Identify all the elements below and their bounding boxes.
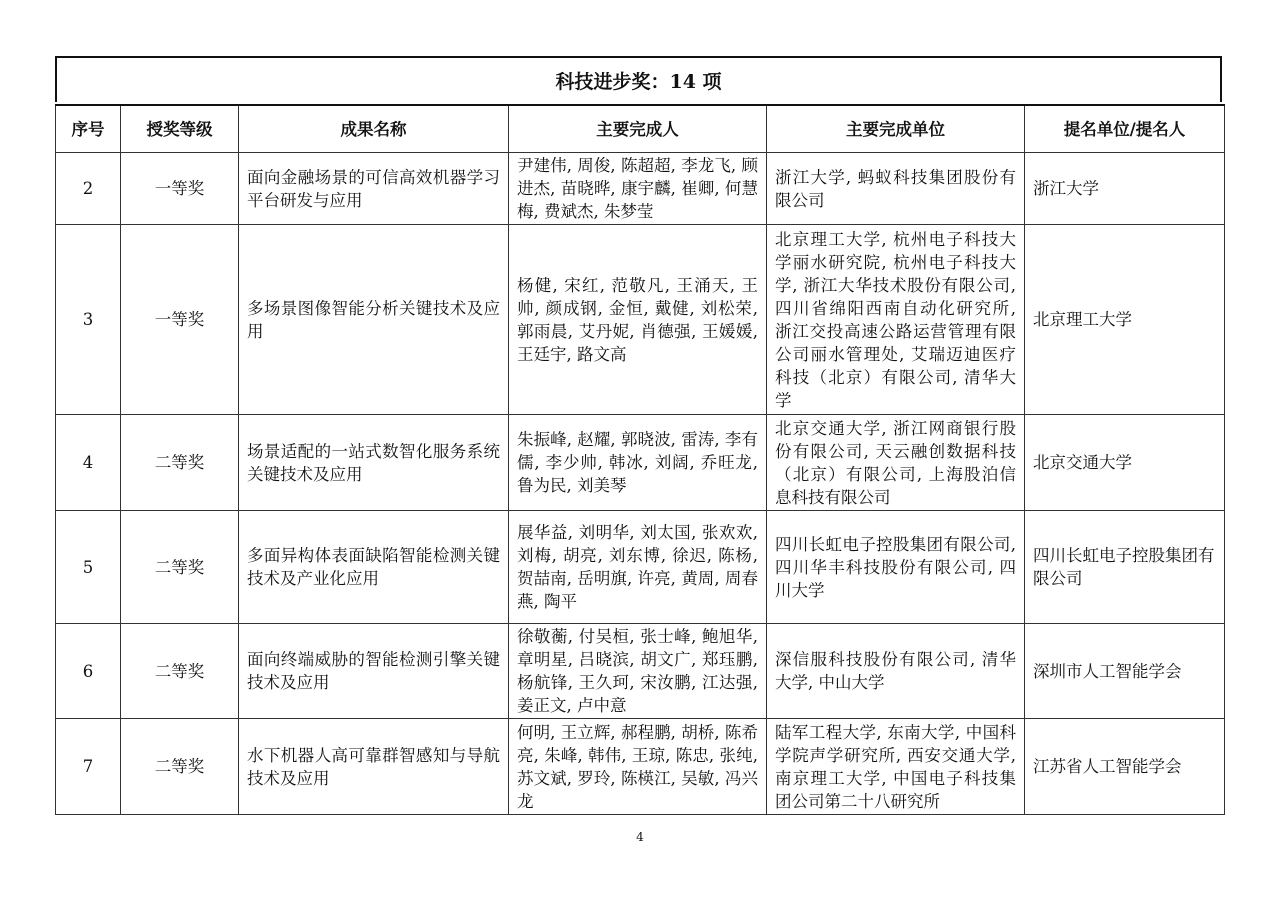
row-nominator: 浙江大学 bbox=[1025, 153, 1225, 225]
row-units: 北京理工大学, 杭州电子科技大学丽水研究院, 杭州电子科技大学, 浙江大华技术股份有限公司, 四川省绵阳西南自动化研究所, 浙江交投高速公路运营管理有限公司丽水管理处, 艾瑞迈迪医疗科技（北京）有限公司, 清华大学 bbox=[767, 225, 1025, 415]
row-name: 面向金融场景的可信高效机器学习平台研发与应用 bbox=[239, 153, 509, 225]
table-row bbox=[56, 153, 1225, 225]
row-no: 3 bbox=[56, 225, 121, 415]
row-people: 杨健, 宋红, 范敬凡, 王涌天, 王帅, 颜成钢, 金恒, 戴健, 刘松荣, 郭雨晨, 艾丹妮, 肖德强, 王媛媛, 王廷宇, 路文高 bbox=[509, 225, 767, 415]
row-units: 四川长虹电子控股集团有限公司, 四川华丰科技股份有限公司, 四川大学 bbox=[767, 511, 1025, 624]
row-units: 深信服科技股份有限公司, 清华大学, 中山大学 bbox=[767, 624, 1025, 719]
row-name: 场景适配的一站式数智化服务系统关键技术及应用 bbox=[239, 415, 509, 511]
header-row bbox=[56, 105, 1225, 153]
row-nominator: 北京理工大学 bbox=[1025, 225, 1225, 415]
row-people: 展华益, 刘明华, 刘太国, 张欢欢, 刘梅, 胡亮, 刘东博, 徐迟, 陈杨, 贺喆南, 岳明旗, 许亮, 黄周, 周春燕, 陶平 bbox=[509, 511, 767, 624]
row-people: 何明, 王立辉, 郝程鹏, 胡桥, 陈希亮, 朱峰, 韩伟, 王琼, 陈忠, 张纯, 苏文斌, 罗玲, 陈楧江, 吴敏, 冯兴龙 bbox=[509, 719, 767, 815]
row-level: 一等奖 bbox=[121, 153, 239, 225]
row-name: 多场景图像智能分析关键技术及应用 bbox=[239, 225, 509, 415]
row-units: 陆军工程大学, 东南大学, 中国科学院声学研究所, 西安交通大学, 南京理工大学, 中国电子科技集团公司第二十八研究所 bbox=[767, 719, 1025, 815]
table-row bbox=[56, 624, 1225, 719]
row-nominator: 深圳市人工智能学会 bbox=[1025, 624, 1225, 719]
table-title: 科技进步奖：14 项 bbox=[55, 56, 1222, 102]
row-nominator: 江苏省人工智能学会 bbox=[1025, 719, 1225, 815]
row-name: 面向终端威胁的智能检测引擎关键技术及应用 bbox=[239, 624, 509, 719]
page-number: 4 bbox=[636, 830, 644, 844]
row-units: 浙江大学, 蚂蚁科技集团股份有限公司 bbox=[767, 153, 1025, 225]
row-no: 7 bbox=[56, 719, 121, 815]
row-level: 二等奖 bbox=[121, 624, 239, 719]
row-nominator: 北京交通大学 bbox=[1025, 415, 1225, 511]
header-level: 授奖等级 bbox=[121, 105, 239, 153]
table-row bbox=[56, 719, 1225, 815]
header-name: 成果名称 bbox=[239, 105, 509, 153]
row-people: 朱振峰, 赵耀, 郭晓波, 雷涛, 李有儒, 李少帅, 韩冰, 刘阔, 乔旺龙, 鲁为民, 刘美琴 bbox=[509, 415, 767, 511]
row-people: 徐敬蘅, 付吴桓, 张士峰, 鲍旭华, 章明星, 吕晓滨, 胡文广, 郑珏鹏, 杨航锋, 王久珂, 宋汝鹏, 江达强, 姜正文, 卢中意 bbox=[509, 624, 767, 719]
awards-table bbox=[55, 104, 1225, 815]
row-name: 水下机器人高可靠群智感知与导航技术及应用 bbox=[239, 719, 509, 815]
row-level: 二等奖 bbox=[121, 511, 239, 624]
row-people: 尹建伟, 周俊, 陈超超, 李龙飞, 顾进杰, 苗晓晔, 康宇麟, 崔卿, 何慧梅, 费斌杰, 朱梦莹 bbox=[509, 153, 767, 225]
header-people: 主要完成人 bbox=[509, 105, 767, 153]
row-nominator: 四川长虹电子控股集团有限公司 bbox=[1025, 511, 1225, 624]
row-name: 多面异构体表面缺陷智能检测关键技术及产业化应用 bbox=[239, 511, 509, 624]
header-units: 主要完成单位 bbox=[767, 105, 1025, 153]
table-row bbox=[56, 415, 1225, 511]
row-level: 二等奖 bbox=[121, 719, 239, 815]
table-row bbox=[56, 225, 1225, 415]
row-units: 北京交通大学, 浙江网商银行股份有限公司, 天云融创数据科技（北京）有限公司, 上海股泊信息科技有限公司 bbox=[767, 415, 1025, 511]
row-no: 6 bbox=[56, 624, 121, 719]
table-row bbox=[56, 511, 1225, 624]
header-nominator: 提名单位/提名人 bbox=[1025, 105, 1225, 153]
row-level: 一等奖 bbox=[121, 225, 239, 415]
row-no: 4 bbox=[56, 415, 121, 511]
row-level: 二等奖 bbox=[121, 415, 239, 511]
row-no: 5 bbox=[56, 511, 121, 624]
row-no: 2 bbox=[56, 153, 121, 225]
header-no: 序号 bbox=[56, 105, 121, 153]
